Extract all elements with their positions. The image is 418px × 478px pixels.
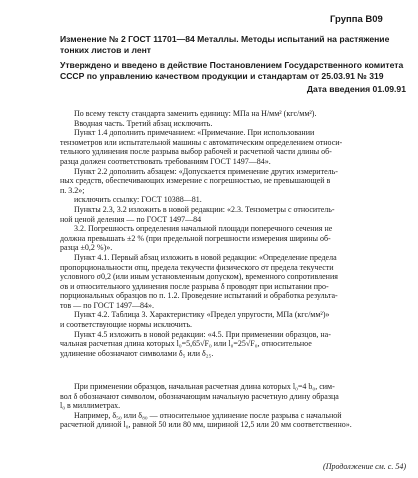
- change-title: [60, 34, 389, 55]
- approval-line: СССР по управлению качеством продукции и стандартам от 25.03.91 № 319: [60, 70, 384, 81]
- text-line: ных средств, обеспечивающих измерение с погрешностью, не превышающей в: [60, 176, 331, 186]
- title-line: тонких листов и лент: [60, 44, 152, 55]
- text-line: и соответствующие нормы исключить.: [60, 320, 193, 330]
- text-line: порциональных образцов по п. 1.2. Проведение испытаний и обработка результа-: [60, 291, 338, 301]
- text-line: должна превышать ±2 % (при предельной погрешности измерения ширины об-: [60, 233, 331, 243]
- text-line: ной ценой деления — по ГОСТ 1497—84: [60, 214, 202, 224]
- text-line: σв и относительного удлинения после разрыва δ проводят при испытании про-: [60, 281, 329, 291]
- continuation-note: (Продолжение см. с. 54): [323, 462, 406, 471]
- title-line: Изменение № 2 ГОСТ 11701—84 Металлы. Методы испытаний на растяжение: [60, 34, 390, 44]
- text-line: По всему тексту стандарта заменить единицу: МПа на Н/мм² (кгс/мм²).: [74, 109, 317, 118]
- text-line: Пункт 1.4 дополнить примечанием: «Примечание. При использовании: [74, 128, 315, 138]
- text-line: 3.2. Погрешность определения начальной площади поперечного сечения не: [74, 224, 333, 234]
- text-line: Вводная часть. Третий абзац исключить.: [74, 118, 213, 128]
- text-line: тензометров или испытательной машины с автоматическим определением относи-: [60, 137, 343, 147]
- text-line: чальная расчетная длина которых l₀=5,65√F₀ или l₀=25√F₀, относительное: [60, 339, 312, 349]
- body-text-2: [60, 382, 406, 430]
- text-line: разца должен соответствовать требованиям ГОСТ 1497—84».: [60, 156, 271, 166]
- text-line: удлинение обозначают символами δ₅ или δ₂₅.: [60, 348, 214, 358]
- text-line: Пункт 4.1. Первый абзац изложить в новой редакции: «Определение предела: [74, 252, 337, 262]
- text-line: Например, δ₅₀ или δ₈₀ — относительное удлинение после разрыва с начальной: [74, 410, 342, 420]
- approval-line: Утверждено и введено в действие Постановлением Государственного комитета: [60, 60, 404, 70]
- text-line: Пункт 4.5 изложить в новой редакции: «4.5. При применении образцов, на-: [74, 329, 331, 339]
- group-code: Группа В09: [330, 14, 383, 25]
- text-line: l₀ в миллиметрах.: [60, 401, 121, 411]
- text-line: условного σ0,2 (или иным установленным допуском), временного сопротивления: [60, 272, 338, 282]
- text-line: исключить ссылку: ГОСТ 10388—81.: [74, 195, 202, 205]
- text-line: тельного удлинения после разрыва выбор рабочей и расчетной части длины об-: [60, 147, 332, 157]
- text-line: Пункт 2.2 дополнить абзацем: «Допускается применение других измеритель-: [74, 166, 338, 176]
- text-line: п. 3.2»;: [60, 185, 85, 195]
- text-line: расчетной длиной l₀, равной 50 или 80 мм, шириной 12,5 или 20 мм соответственно».: [60, 420, 352, 430]
- text-line: Пункт 4.2. Таблица 3. Характеристику «Предел упругости, МПа (кгс/мм²)»: [74, 310, 330, 320]
- text-line: пропорциональности σпц, предела текучести физического σт предела текучести: [60, 262, 334, 272]
- effective-date: Дата введения 01.09.91: [306, 84, 406, 94]
- body-text-1: [60, 109, 406, 358]
- text-line: тов — по ГОСТ 1497—84».: [60, 300, 154, 310]
- text-line: разца ±0,2 %)».: [60, 243, 113, 253]
- text-line: При применении образцов, начальная расчетная длина которых l₀=4 b₀, сим-: [74, 382, 335, 391]
- text-line: Пункты 2.3, 3.2 изложить в новой редакции: «2.3. Тензометры с относитель-: [74, 204, 335, 214]
- text-line: вол δ обозначают символом, обозначающим начальную расчетную длину образца: [60, 391, 339, 401]
- approval-note: [60, 60, 403, 81]
